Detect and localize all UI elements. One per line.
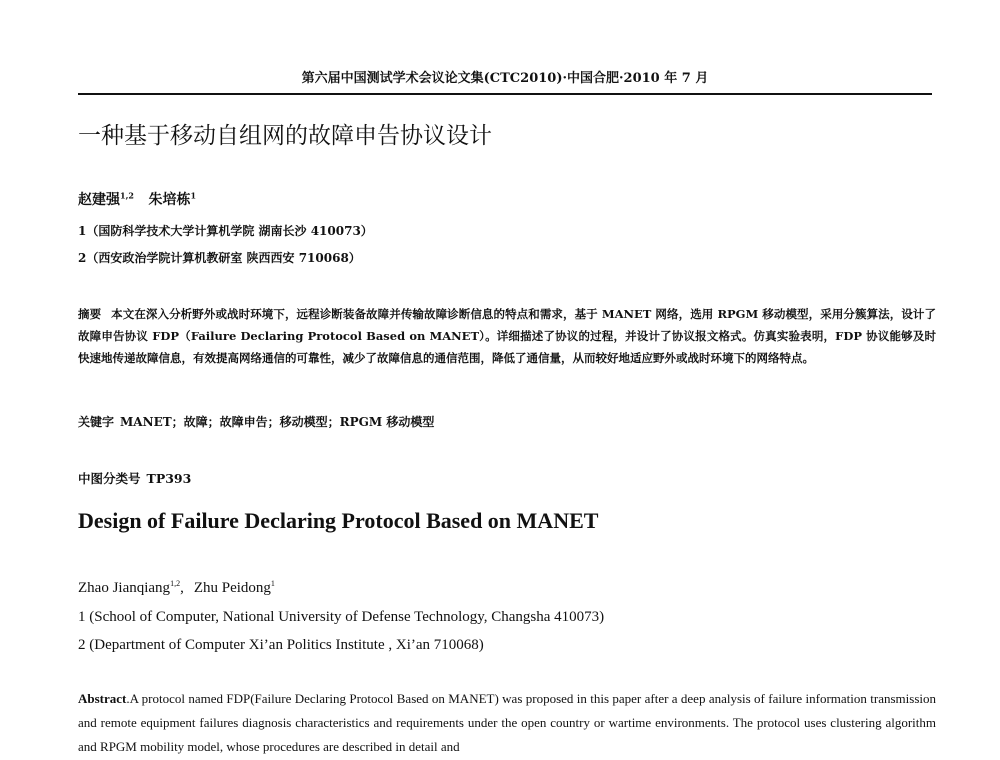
affiliation-english-2: 2 (Department of Computer Xi’an Politics Institute , Xi’an 710068) [78,637,484,653]
abstract-label: Abstract [78,691,127,706]
keywords-chinese [78,413,434,430]
keywords-label: 关键字 [78,415,115,429]
classification-number [78,469,191,487]
author-name: 朱培栋 [148,192,191,208]
keywords-text: MANET；故障；故障申告；移动模型；RPGM 移动模型 [120,415,435,429]
affiliation-marker: 1,2 [170,579,181,588]
classification-value: TP393 [146,471,192,486]
authors-english: Zhao Jianqiang$^{1,2}$, Zhu Peidong$^1$ [78,579,275,596]
affiliation-chinese-2: 2（西安政治学院计算机教研室 陕西西安 710068） [78,251,361,265]
abstract-chinese [78,303,936,369]
affiliation-marker: 1,2 [120,190,134,201]
author-name: 赵建强 [78,192,120,208]
title-english: Design of Failure Declaring Protocol Based on MANET [78,508,599,533]
abstract-label: 摘要 [78,307,102,321]
title-chinese: 一种基于移动自组网的故障申告协议设计 [78,123,492,149]
abstract-text: .A protocol named FDP(Failure Declaring Protocol Based on MANET) was proposed in this paper after a deep analysis of failure information transmission and remote equipment failures diagnosis characteristics and requirements under the open country or wartime environments. The protocol uses clustering algorithm and RPGM mobility model, whose procedures are described in detail and [78,691,936,754]
affiliation-english-1: 1 (School of Computer, National University of Defense Technology, Changsha 410073) [78,609,605,625]
authors-chinese [78,189,196,209]
affiliation-chinese-1: 1（国防科学技术大学计算机学院 湖南长沙 410073） [78,224,373,238]
header-rule [78,93,932,95]
abstract-text: 本文在深入分析野外或战时环境下，远程诊断装备故障并传输故障诊断信息的特点和需求，基于 MANET 网络，选用 RPGM 移动模型，采用分簇算法，设计了故障申告协议 FDP（Failure Declaring Protocol Based on MANET）。详细描述了协议的过程，并设计了协议报文格式。仿真实验表明，FDP 协议能够及时快速地传递故障信息，有效提高网络通信的可靠性，减少了故障信息的通信范围，降低了通信量，从而较好地适应野外或战时环境下的网络特点。 [78,307,936,365]
affiliation-marker: 1 [190,190,197,201]
abstract-english [78,687,936,759]
running-header: 第六届中国测试学术会议论文集(CTC2010)·中国合肥·2010 年 7 月 [301,71,709,86]
classification-label: 中图分类号 [78,471,141,486]
affiliation-marker: 1 [270,579,275,588]
author-name: Zhu Peidong [193,580,271,596]
author-name: Zhao Jianqiang [78,580,171,596]
